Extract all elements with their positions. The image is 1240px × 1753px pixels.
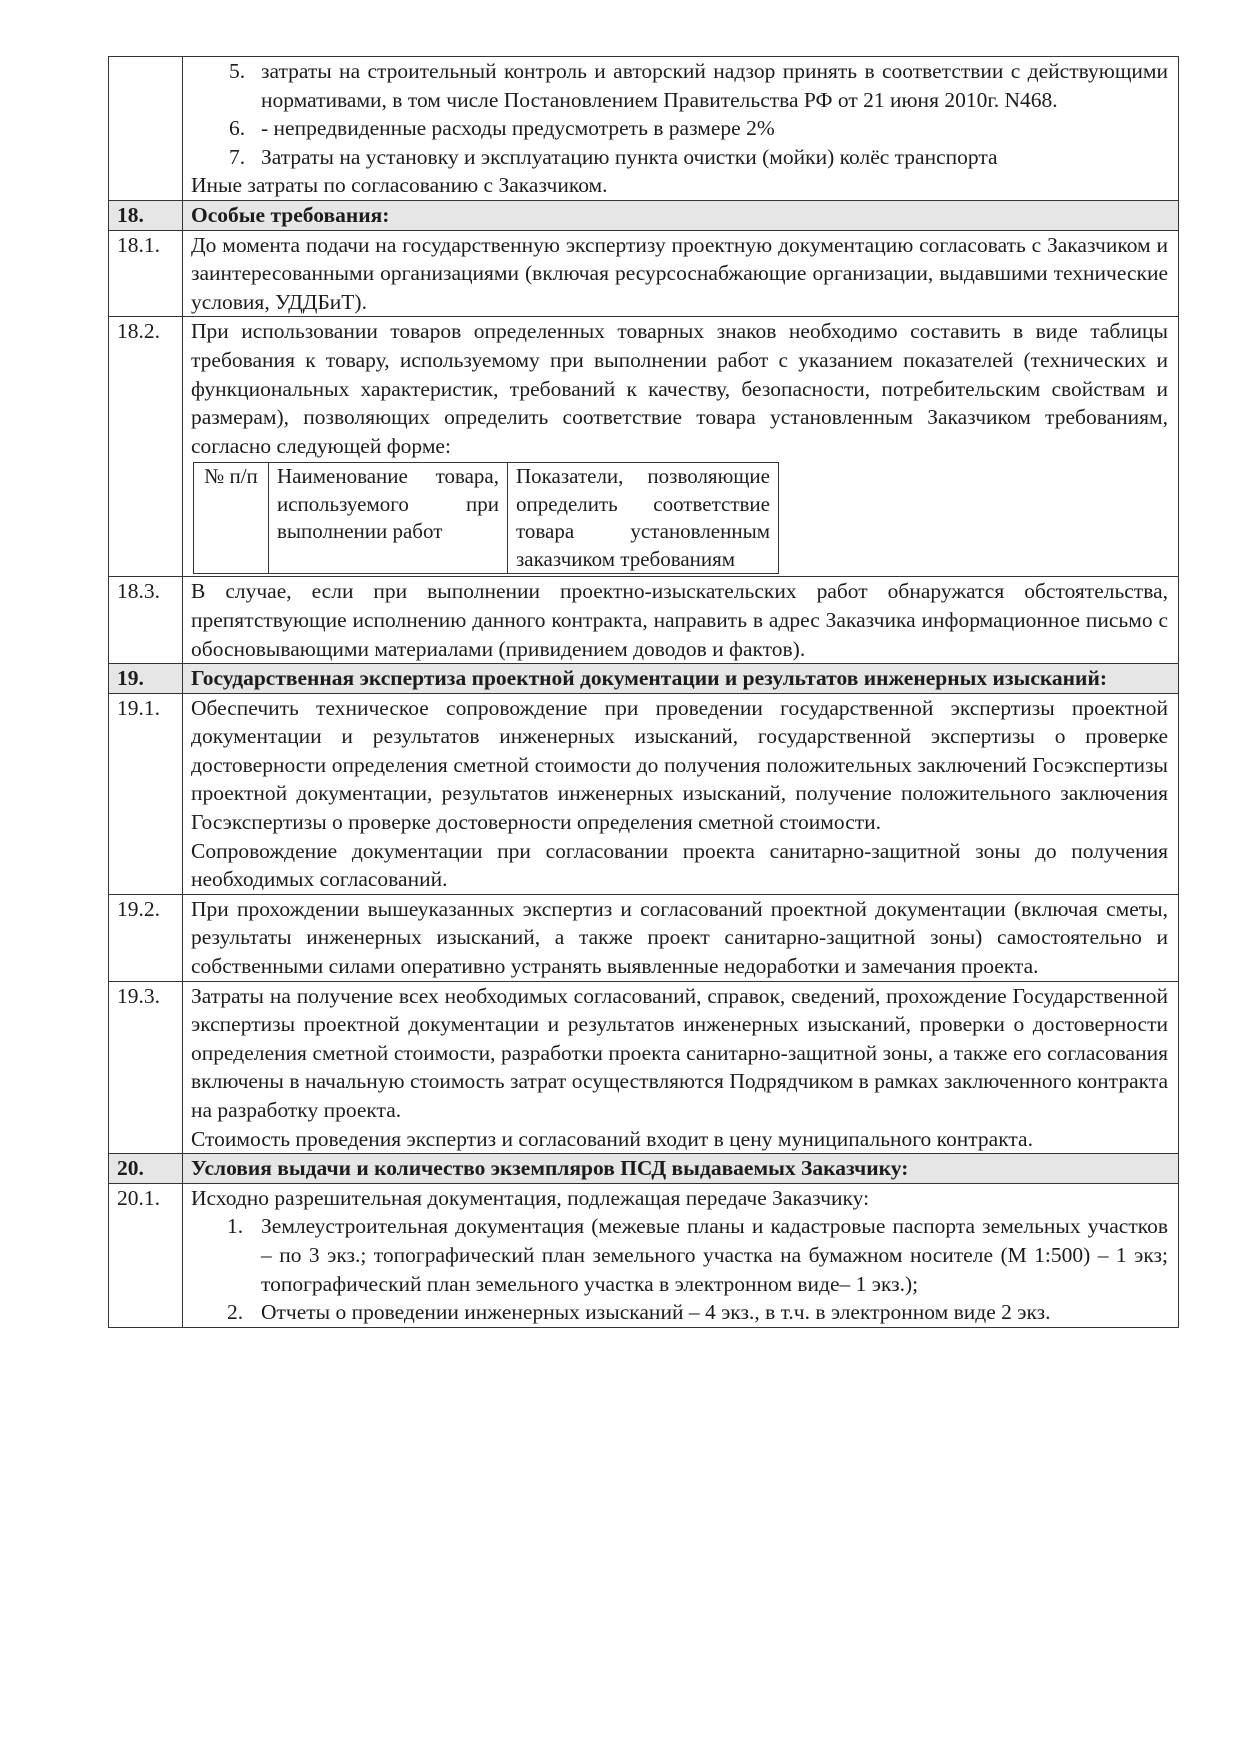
row-number: 18.1. [109,230,183,317]
row-content [183,57,1179,201]
form-header-row [194,463,779,574]
cost-list [191,57,1168,171]
table-row [109,57,1179,201]
section-number: 18. [109,200,183,230]
row-number: 19.3. [109,981,183,1154]
row-text: Сопровождение документации при согласовании проекта санитарно-защитной зоны до получения необходимых согласований. [191,838,1168,892]
section-title: Условия выдачи и количество экземпляров ПСД выдаваемых Заказчику: [183,1154,1179,1184]
section-number: 20. [109,1154,183,1184]
table-row [109,981,1179,1154]
row-text: Затраты на получение всех необходимых согласований, справок, сведений, прохождение Государственной экспертизы проектной документации и результатов инженерных изысканий, проверки о достоверности определения сметной стоимости, разработки проекта санитарно-защитной зоны, а также его согласования включены в начальную стоимость затрат осуществляются Подрядчиком в рамках заключенного контракта на разработку проекта. [191,983,1168,1122]
row-number: 19.2. [109,894,183,981]
other-costs-text: Иные затраты по согласованию с Заказчиком. [191,173,608,198]
table-row [109,1183,1179,1327]
section-header-20 [109,1154,1179,1184]
row-content [183,981,1179,1154]
table-row [109,230,1179,317]
section-number: 19. [109,664,183,694]
form-header-number: № п/п [194,463,269,574]
section-title: Особые требования: [183,200,1179,230]
documents-list [191,1212,1168,1326]
list-item: 1. Землеустроительная документация (межевые планы и кадастровые паспорта земельных участков – по 3 экз.; топографический план земельного участка на бумажном носителе (М 1:500) – 1 экз; топографический план земельного участка в электронном виде– 1 экз.); [227,1214,1168,1296]
list-item: 5. затраты на строительный контроль и авторский надзор принять в соответствии с действующими нормативами, в том числе Постановлением Правительства РФ от 21 июня 2010г. N468. [229,59,1168,112]
section-header-18 [109,200,1179,230]
table-row [109,693,1179,894]
list-item: 2. Отчеты о проведении инженерных изысканий – 4 экз., в т.ч. в электронном виде 2 экз. [227,1300,1051,1325]
row-text: При прохождении вышеуказанных экспертиз и согласований проектной документации (включая сметы, результаты инженерных изысканий, а также проект санитарно-защитной зоны) самостоятельно и собственными силами оперативно устранять выявленные недоработки и замечания проекта. [183,894,1179,981]
list-item: 6. - непредвиденные расходы предусмотреть в размере 2% [229,116,775,141]
form-header-product: Наименование товара, используемого при выполнении работ [269,463,508,574]
row-content [183,693,1179,894]
row-text: До момента подачи на государственную экспертизу проектную документацию согласовать с Заказчиком и заинтересованными организациями (включая ресурсоснабжающие организации, выдавшими технические условия, УДДБиТ). [183,230,1179,317]
row-text: При использовании товаров определенных товарных знаков необходимо составить в виде таблицы требования к товару, используемому при выполнении работ с указанием показателей (технических и функциональных характеристик, требований к качеству, безопасности, потребительским свойствам и размерам), позволяющих определить соответствие товара установленным Заказчиком требованиям, согласно следующей форме: [191,319,1168,458]
row-number: 18.2. [109,317,183,577]
table-row [109,894,1179,981]
list-item: 7. Затраты на установку и эксплуатацию пункта очистки (мойки) колёс транспорта [229,144,998,169]
row-text: Стоимость проведения экспертиз и согласований входит в цену муниципального контракта. [191,1126,1033,1151]
section-header-19 [109,664,1179,694]
row-number: 20.1. [109,1183,183,1327]
row-number [109,57,183,201]
row-content [183,1183,1179,1327]
requirements-table [108,56,1179,1328]
form-header-indicators: Показатели, позволяющие определить соответствие товара установленным заказчиком требованиям [508,463,779,574]
row-text: Обеспечить техническое сопровождение при проведении государственной экспертизы проектной документации и результатов инженерных изысканий, государственной экспертизы о проверке достоверности определения сметной стоимости до получения положительных заключений Госэкспертизы проектной документации, результатов инженерных изысканий, получение положительного заключения Госэкспертизы о проверке достоверности определения сметной стоимости. [191,695,1168,835]
row-text: Исходно разрешительная документация, подлежащая передаче Заказчику: [191,1185,870,1210]
product-form-table [193,462,779,574]
row-content [183,317,1179,577]
row-number: 19.1. [109,693,183,894]
table-row [109,577,1179,664]
row-text: В случае, если при выполнении проектно-изыскательских работ обнаружатся обстоятельства, препятствующие исполнению данного контракта, направить в адрес Заказчика информационное письмо с обосновывающими материалами (привидением доводов и фактов). [183,577,1179,664]
section-title: Государственная экспертиза проектной документации и результатов инженерных изысканий: [183,664,1179,694]
table-row [109,317,1179,577]
row-number: 18.3. [109,577,183,664]
